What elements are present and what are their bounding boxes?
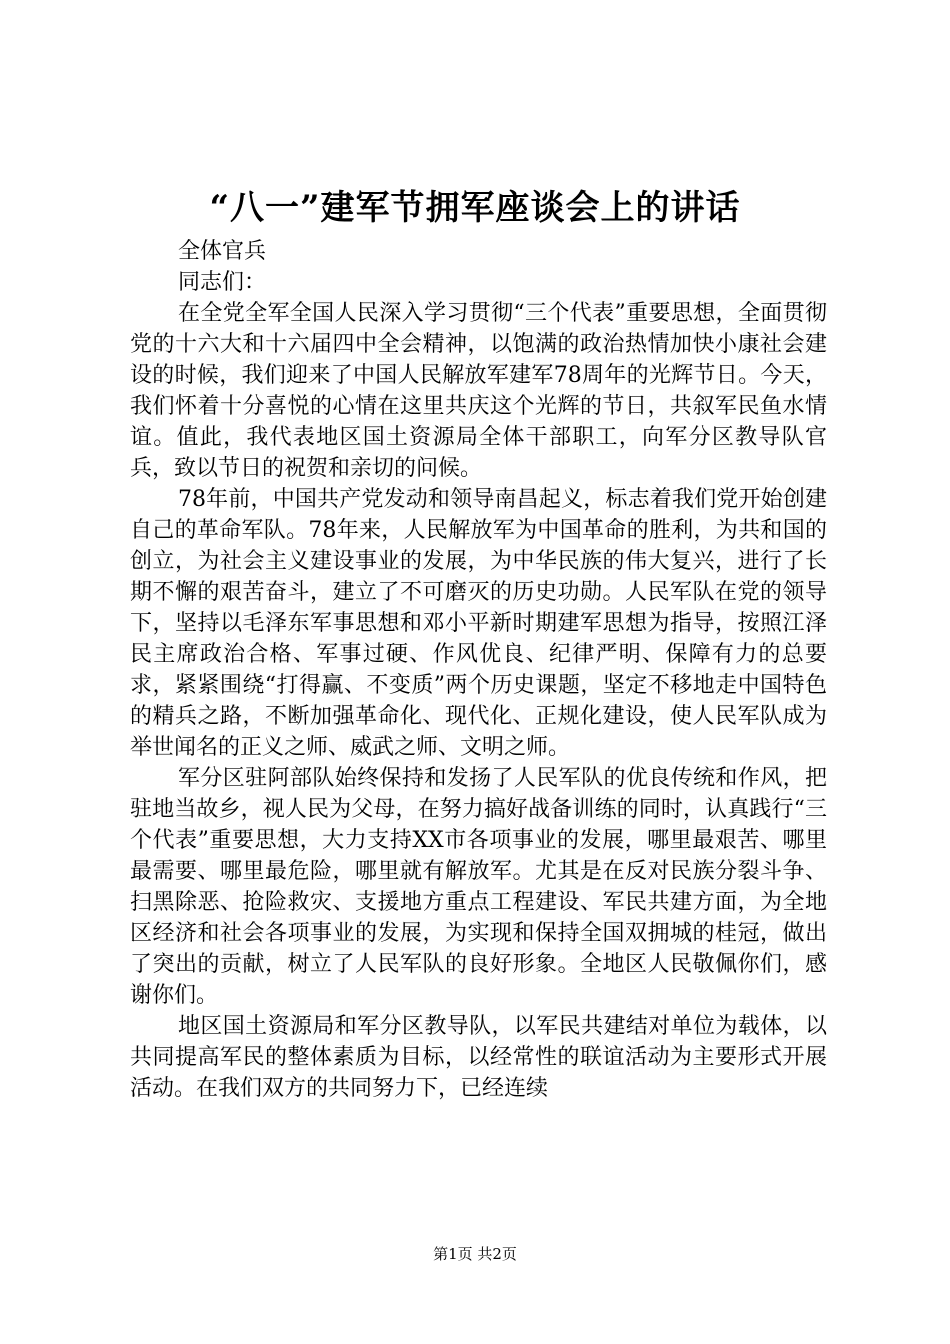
page-number-footer: 第1页 共2页 — [433, 1245, 517, 1263]
salutation-line: 全体官兵 — [178, 239, 267, 264]
body-paragraph: 地区国土资源局和军分区教导队，以军民共建结对单位为载体，以共同提高军民的整体素质为目标，以经常性的联谊活动为主要形式开展活动。在我们双方的共同努力下，已经连续 — [130, 1014, 827, 1101]
document-body — [130, 236, 827, 1104]
salutation-line: 同志们： — [178, 270, 267, 295]
body-paragraph: 78年前，中国共产党发动和领导南昌起义，标志着我们党开始创建自己的革命军队。78年来，人民解放军为中国革命的胜利，为共和国的创立，为社会主义建设事业的发展，为中华民族的伟大复兴，进行了长期不懈的艰苦奋斗，建立了不可磨灭的历史功勋。人民军队在党的领导下，坚持以毛泽东军事思想和邓小平新时期建军思想为指导，按照江泽民主席政治合格、军事过硬、作风优良、纪律严明、保障有力的总要求，紧紧围绕“打得赢、不变质”两个历史课题，坚定不移地走中国特色的精兵之路，不断加强革命化、现代化、正规化建设，使人民军队成为举世闻名的正义之师、威武之师、文明之师。 — [130, 487, 827, 760]
document-title: “八一”建军节拥军座谈会上的讲话 — [209, 188, 741, 228]
body-paragraph: 军分区驻阿部队始终保持和发扬了人民军队的优良传统和作风，把驻地当故乡，视人民为父母，在努力搞好战备训练的同时，认真践行“三个代表”重要思想，大力支持XX市各项事业的发展，哪里最艰苦、哪里最需要、哪里最危险，哪里就有解放军。尤其是在反对民族分裂斗争、扫黑除恶、抢险救灾、支援地方重点工程建设、军民共建方面，为全地区经济和社会各项事业的发展，为实现和保持全国双拥城的桂冠，做出了突出的贡献，树立了人民军队的良好形象。全地区人民敬佩你们，感谢你们。 — [130, 766, 827, 1008]
body-paragraph: 在全党全军全国人民深入学习贯彻“三个代表”重要思想，全面贯彻党的十六大和十六届四中全会精神，以饱满的政治热情加快小康社会建设的时候，我们迎来了中国人民解放军建军78周年的光辉节日。今天，我们怀着十分喜悦的心情在这里共庆这个光辉的节日，共叙军民鱼水情谊。值此，我代表地区国土资源局全体干部职工，向军分区教导队官兵，致以节日的祝贺和亲切的问候。 — [130, 301, 827, 481]
